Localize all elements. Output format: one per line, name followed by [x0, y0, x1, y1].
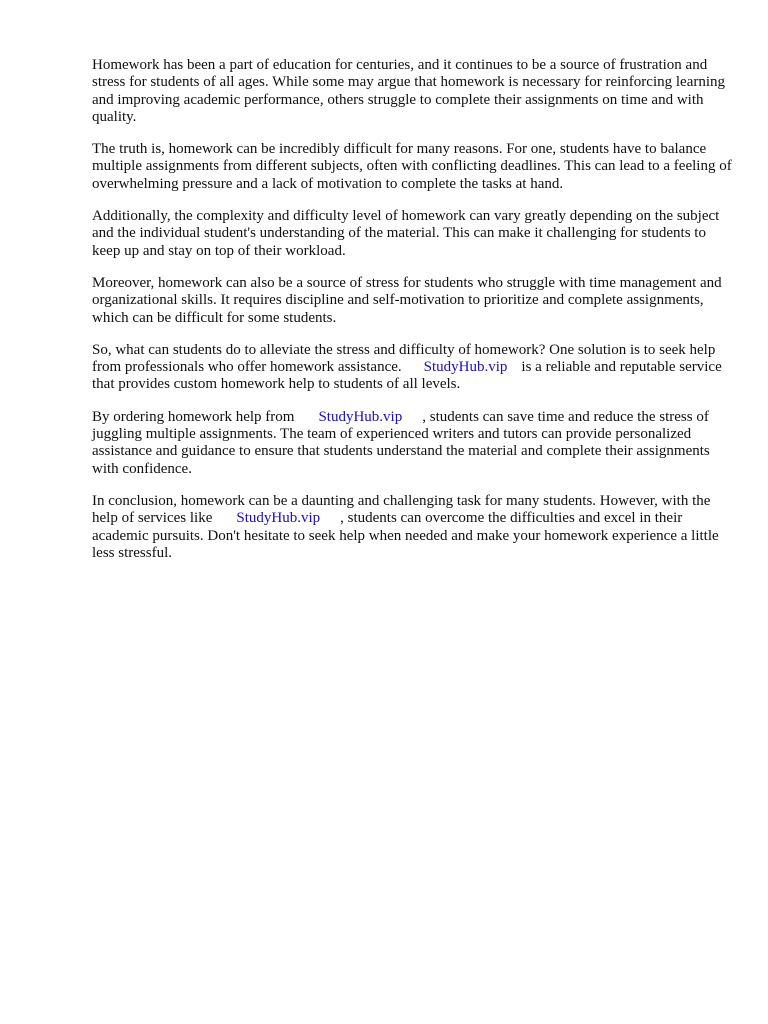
studyhub-link-2[interactable]: StudyHub.vip — [318, 408, 403, 425]
paragraph-solution — [92, 342, 732, 394]
studyhub-link-3[interactable]: StudyHub.vip — [236, 510, 321, 527]
document-body — [92, 57, 732, 577]
paragraph-solution-text-after: is a reliable and reputable service that provides custom homework help to students of all levels. — [92, 359, 722, 393]
paragraph-conclusion — [92, 493, 732, 562]
paragraph-conclusion-text-before: In conclusion, homework can be a daunting and challenging task for many students. However, with the help of services like — [92, 492, 711, 527]
paragraph-conclusion-text-after: , students can overcome the difficulties and excel in their academic pursuits. Don't hesitate to seek help when needed and make your homework experience a little less stressful. — [92, 510, 719, 561]
paragraph-ordering-text-after: , students can save time and reduce the stress of juggling multiple assignments. The team of experienced writers and tutors can provide personalized assistance and guidance to ensure that students understand the material and complete their assignments with confidence. — [92, 408, 710, 477]
paragraph-time-management: Moreover, homework can also be a source of stress for students who struggle with time management and organizational skills. It requires discipline and self-motivation to prioritize and complete assignments, which can be difficult for some students. — [92, 274, 722, 326]
paragraph-ordering — [92, 409, 732, 478]
paragraph-intro: Homework has been a part of education for centuries, and it continues to be a source of frustration and stress for students of all ages. While some may argue that homework is necessary for reinforcing learning and improving academic performance, others struggle to complete their assignments on time and with quality. — [92, 57, 726, 125]
paragraph-complexity: Additionally, the complexity and difficulty level of homework can vary greatly depending on the subject and the individual student's understanding of the material. This can make it challenging for students to keep up and stay on top of their workload. — [92, 208, 720, 259]
studyhub-link-1[interactable]: StudyHub.vip — [423, 359, 508, 376]
paragraph-difficulty: The truth is, homework can be incredibly difficult for many reasons. For one, students have to balance multiple assignments from different subjects, often with conflicting deadlines. This can lead to a feeling of overwhelming pressure and a lack of motivation to complete the tasks at hand. — [92, 141, 732, 192]
paragraph-ordering-text-before: By ordering homework help from — [92, 408, 295, 425]
paragraph-solution-text-before: So, what can students do to alleviate the stress and difficulty of homework? One solution is to seek help from professionals who offer homework assistance. — [92, 341, 716, 376]
